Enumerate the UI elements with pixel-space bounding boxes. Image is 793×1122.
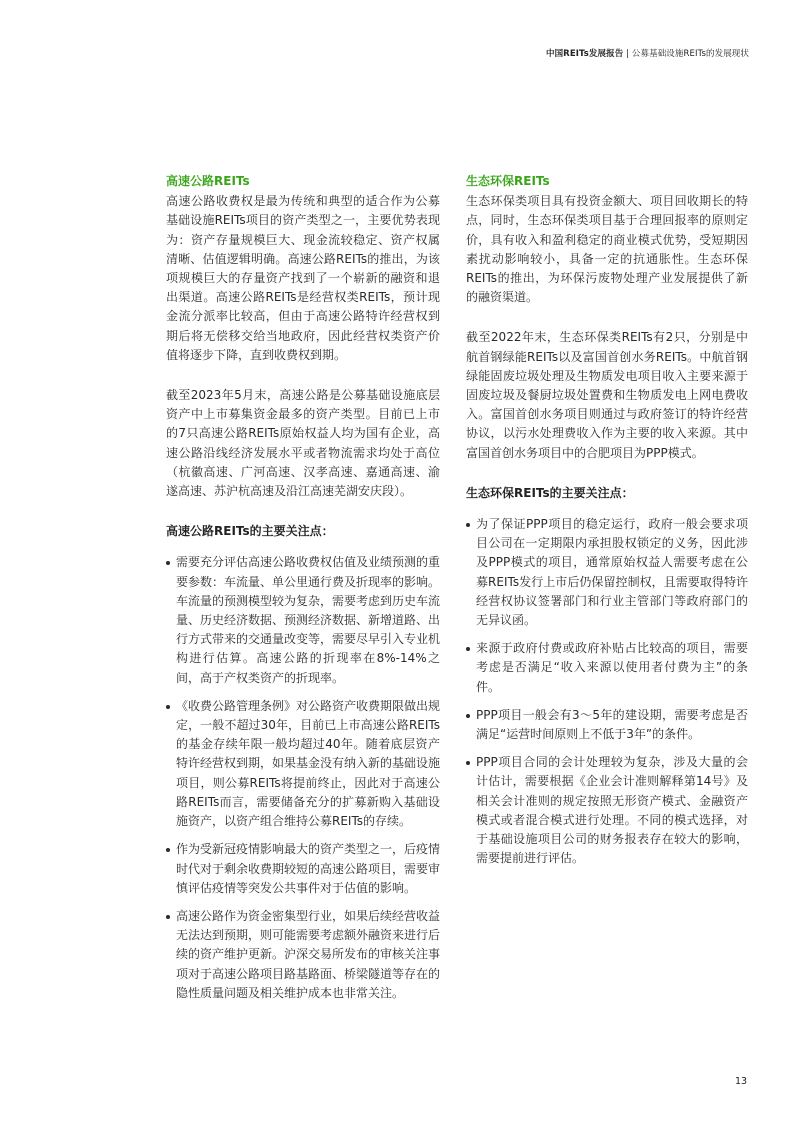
eco-focus-list <box>466 515 748 868</box>
list-item-text: 来源于政府付费或政府补贴占比较高的项目，需要考虑是否满足“收入来源以使用者付费为主”的条件。 <box>476 641 748 694</box>
bullet-icon <box>166 561 170 565</box>
list-item <box>466 706 748 744</box>
list-item <box>166 697 440 831</box>
bullet-icon <box>466 761 470 765</box>
left-column <box>166 172 440 1012</box>
list-item-text: 为了保证PPP项目的稳定运行，政府一般会要求项目公司在一定期限内承担股权锁定的义务，因此涉及PPP模式的项目，通常原始权益人需要考虑在公募REITs发行上市后仍保留控制权，且需要取得特许经营权协议签署部门和行业主管部门等政府部门的无异议函。 <box>476 517 748 628</box>
highway-intro-paragraph: 高速公路收费权是最为传统和典型的适合作为公募基础设施REITs项目的资产类型之一，主要优势表现为：资产存量规模巨大、现金流较稳定、资产权属清晰、估值逻辑明确。高速公路REITs的推出，为该项规模巨大的存量资产找到了一个崭新的融资和退出渠道。高速公路REITs是经营权类REITs，预计现金流分派率比较高，但由于高速公路特许经营权到期后将无偿移交给当地政府，因此经营权类资产价值将逐步下降，直到收费权到期。 <box>166 194 440 362</box>
bullet-icon <box>466 523 470 527</box>
highway-status-paragraph: 截至2023年5月末，高速公路是公募基础设施底层资产中上市募集资金最多的资产类型。目前已上市的7只高速公路REITs原始权益人均为国有企业，高速公路沿线经济发展水平或者物流需求均处于高位（杭徽高速、广河高速、汉孝高速、嘉通高速、渝遂高速、苏沪杭高速及沿江高速芜湖安庆段）。 <box>166 388 440 499</box>
list-item-text: PPP项目一般会有3～5年的建设期，需要考虑是否满足“运营时间原则上不低于3年”的条件。 <box>476 707 748 742</box>
right-column <box>466 172 748 878</box>
list-item <box>466 515 748 630</box>
list-item <box>166 553 440 687</box>
highway-focus-heading: 高速公路REITs的主要关注点： <box>166 524 334 539</box>
bullet-icon <box>166 705 170 709</box>
bullet-icon <box>166 848 170 852</box>
list-item <box>466 639 748 697</box>
bullet-icon <box>166 915 170 919</box>
report-title: 中国REITs发展报告 <box>545 49 624 59</box>
highway-reits-heading: 高速公路REITs <box>166 174 250 188</box>
bullet-icon <box>466 714 470 718</box>
eco-focus-heading: 生态环保REITs的主要关注点： <box>466 485 634 500</box>
eco-intro-paragraph: 生态环保类项目具有投资金额大、项目回收期长的特点，同时，生态环保类项目基于合理回报率的原则定价，具有收入和盈利稳定的商业模式优势，受短期因素扰动影响较小，具备一定的抗通胀性。生态环保REITs的推出，为环保污废物处理产业发展提供了新的融资渠道。 <box>466 194 748 305</box>
header-separator: | <box>623 49 632 59</box>
highway-focus-list <box>166 553 440 1002</box>
section-title: 公募基础设施REITs的发展现状 <box>631 49 749 59</box>
list-item-text: 需要充分评估高速公路收费权估值及业绩预测的重要参数：车流量、单公里通行费及折现率的影响。车流量的预测模型较为复杂，需要考虑到历史车流量、历史经济数据、预测经济数据、新增道路、出行方式带来的交通量改变等，需要尽早引入专业机构进行估算。高速公路的折现率在8%-14%之间，高于产权类资产的折现率。 <box>176 555 441 685</box>
list-item-text: PPP项目合同的会计处理较为复杂，涉及大量的会计估计，需要根据《企业会计准则解释第14号》及相关会计准则的规定按照无形资产模式、金融资产模式或者混合模式进行处理。不同的模式选择，对于基础设施项目公司的财务报表存在较大的影响，需要提前进行评估。 <box>476 755 748 866</box>
list-item-text: 高速公路作为资金密集型行业，如果后续经营收益无法达到预期，则可能需要考虑额外融资来进行后续的资产维护更新。沪深交易所发布的审核关注事项对于高速公路项目路基路面、桥梁隧道等存在的隐性质量问题及相关维护成本也非常关注。 <box>176 908 441 1000</box>
list-item-text: 作为受新冠疫情影响最大的资产类型之一，后疫情时代对于剩余收费期较短的高速公路项目，需要审慎评估疫情等突发公共事件对于估值的影响。 <box>176 842 441 895</box>
list-item <box>166 907 440 1003</box>
list-item <box>466 753 748 868</box>
bullet-icon <box>466 647 470 651</box>
list-item-text: 《收费公路管理条例》对公路资产收费期限做出规定，一般不超过30年，目前已上市高速公路REITs的基金存续年限一般均超过40年。随着底层资产特许经营权到期，如果基金没有纳入新的基础设施项目，则公募REITs将提前终止，因此对于高速公路REITs而言，需要储备充分的扩募新购入基础设施资产，以资产组合维持公募REITs的存续。 <box>176 698 441 829</box>
eco-status-paragraph: 截至2022年末，生态环保类REITs有2只，分别是中航首钢绿能REITs以及富国首创水务REITs。中航首钢绿能固废垃圾处理及生物质发电项目收入主要来源于固废垃圾及餐厨垃圾处置费和生物质发电上网电费收入。富国首创水务项目则通过与政府签订的特许经营协议，以污水处理费收入作为主要的收入来源。其中富国首创水务项目中的合肥项目为PPP模式。 <box>466 330 748 460</box>
running-header <box>546 47 749 59</box>
list-item <box>166 840 440 898</box>
page-number: 13 <box>735 1076 748 1087</box>
eco-reits-heading: 生态环保REITs <box>466 174 550 188</box>
